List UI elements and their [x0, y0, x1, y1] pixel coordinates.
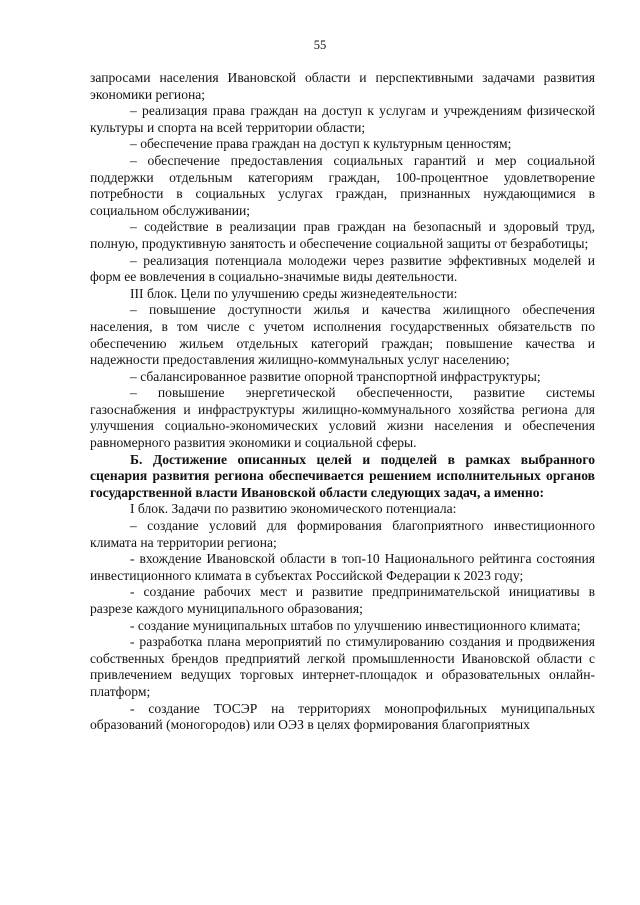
list-item: – обеспечение предоставления социальных гарантий и мер социальной поддержки отдельным категориям граждан, 100-процентное удовлетворение потребности в социальных услугах граждан, признанных нуждающимися в социальном обслуживании;	[90, 152, 595, 218]
paragraph-continuation: запросами населения Ивановской области и перспективными задачами развития экономики региона;	[90, 70, 595, 102]
list-item: - создание рабочих мест и развитие предпринимательской инициативы в разрезе каждого муниципального образования;	[90, 584, 595, 616]
list-item: - вхождение Ивановской области в топ-10 Национального рейтинга состояния инвестиционного климата в субъектах Российской Федерации к 2023 году;	[90, 551, 595, 583]
list-item: – реализация потенциала молодежи через развитие эффективных моделей и форм ее вовлечения в социально-значимые виды деятельности.	[90, 252, 595, 285]
page-number: 55	[313, 38, 327, 52]
list-item: – сбалансированное развитие опорной транспортной инфраструктуры;	[130, 368, 541, 384]
bold-heading: Б. Достижение описанных целей и подцелей в рамках выбранного сценария развития региона обеспечивается решением исполнительных органов государственной власти Ивановской области следующих задач, а именно:	[90, 451, 595, 500]
list-item: – повышение доступности жилья и качества жилищного обеспечения населения, в том числе с учетом исполнения государственных обязательств по обеспечению жильем отдельных категорий граждан; повышение качества и надежности предоставления жилищно-коммунальных услуг населению;	[90, 302, 595, 368]
list-item: - создание ТОСЭР на территориях монопрофильных муниципальных образований (моногородов) или ОЭЗ в целях формирования благоприятных	[90, 700, 595, 733]
list-item: - разработка плана мероприятий по стимулированию создания и продвижения собственных брендов предприятий легкой промышленности Ивановской области с привлечением ведущих торговых интернет-площадок и образовательных онлайн-платформ;	[90, 634, 595, 699]
list-item: – повышение энергетической обеспеченности, развитие системы газоснабжения и инфраструктуры жилищно-коммунального хозяйства региона для улучшения социально-экономических условий жизни населения и обеспечения равномерного развития экономики и социальной сферы.	[90, 385, 595, 451]
section-heading: III блок. Цели по улучшению среды жизнедеятельности:	[130, 285, 458, 301]
list-item: – обеспечение права граждан на доступ к культурным ценностям;	[130, 136, 512, 152]
document-body	[90, 70, 595, 734]
list-item: – реализация права граждан на доступ к услугам и учреждениям физической культуры и спорта на всей территории области;	[90, 103, 595, 135]
section-heading: I блок. Задачи по развитию экономического потенциала:	[130, 501, 457, 517]
list-item: - создание муниципальных штабов по улучшению инвестиционного климата;	[130, 617, 581, 633]
list-item: – создание условий для формирования благоприятного инвестиционного климата на территории региона;	[90, 518, 595, 550]
list-item: – содействие в реализации прав граждан на безопасный и здоровый труд, полную, продуктивную занятость и обеспечение социальной защиты от безработицы;	[90, 219, 595, 251]
